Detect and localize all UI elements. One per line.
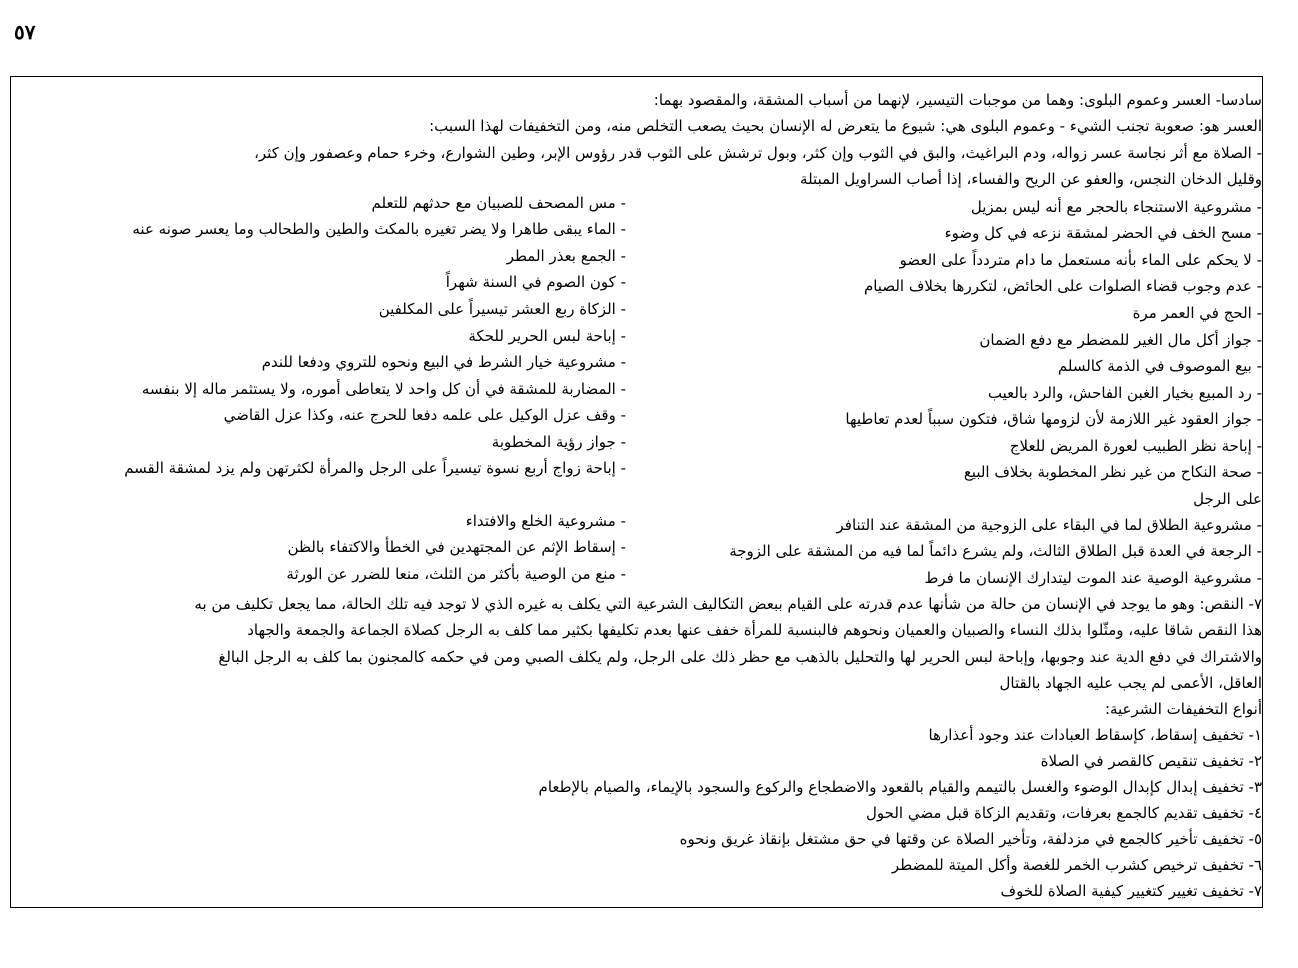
list-item-left: - مشروعية الخلع والافتداء (465, 512, 626, 530)
list-item-right: - الرجعة في العدة قبل الطلاق الثالث، ولم يشرع دائماً لما فيه من المشقة على الزوجة (729, 542, 1262, 560)
list-item-left: - الماء يبقى طاهرا ولا يضر تغيره بالمكث والطين والطحالب وما يعسر صونه عنه (132, 220, 626, 238)
list-item-right: - رد المبيع بخيار الغبن الفاحش، والرد بالعيب (987, 384, 1262, 402)
list-item-left: - كون الصوم في السنة شهراً (445, 273, 626, 291)
types-heading: أنواع التخفيفات الشرعية: (1104, 700, 1262, 718)
types-item: ٤- تخفيف تقديم كالجمع بعرفات، وتقديم الزكاة قبل مضي الحول (866, 804, 1262, 822)
list-item-right: - جواز أكل مال الغير للمضطر مع دفع الضمان (979, 331, 1262, 349)
list-item-right: - بيع الموصوف في الذمة كالسلم (1057, 357, 1262, 375)
list-item-left: - الجمع بعذر المطر (506, 247, 626, 265)
definitions-line: العسر هو: صعوبة تجنب الشيء - وعموم البلوى هي: شيوع ما يتعرض له الإنسان بحيث يصعب التخلص منه، ومن التخفيفات لهذا السبب: (429, 117, 1262, 135)
list-item-right: - مشروعية الوصية عند الموت ليتدارك الإنسان ما فرط (924, 569, 1262, 587)
list-item-left: - وقف عزل الوكيل على علمه دفعا للحرج عنه، وكذا عزل القاضي (223, 406, 626, 424)
section-heading: سادسا- العسر وعموم البلوى: وهما من موجبات التيسير، لإنهما من أسباب المشقة، والمقصود بهما: (653, 91, 1262, 109)
list-item-left: - مس المصحف للصبيان مع حدثهم للتعلم (371, 194, 626, 212)
types-item: ٦- تخفيف ترخيص كشرب الخمر للغصة وأكل الميتة للمضطر (891, 856, 1262, 874)
list-item-right: - الحج في العمر مرة (1132, 304, 1262, 322)
list-item-left: - إباحة زواج أربع نسوة تيسيراً على الرجل والمرأة لكثرتهن ولم يزد لمشقة القسم (124, 459, 626, 477)
list-item-right: - صحة النكاح من غير نظر المخطوبة بخلاف البيع (963, 463, 1262, 481)
list-item-right: - جواز العقود غير اللازمة لأن لزومها شاق، فتكون سبباً لعدم تعاطيها (845, 410, 1262, 428)
list-item-right: - مشروعية الاستنجاء بالحجر مع أنه ليس بمزيل (970, 198, 1262, 216)
list-item-right: - مسح الخف في الحضر لمشقة نزعه في كل وضوء (944, 224, 1262, 242)
page-number: ٥٧ (14, 22, 36, 44)
first-item-line-1: - الصلاة مع أثر نجاسة عسر زواله، ودم البراغيث، والبق في الثوب وإن كثر، وبول ترشش على الثوب قدر رؤوس الإبر، وطين الشوارع، وخرء حمام وعصفور وإن كثر، (254, 144, 1262, 162)
list-item-right: - عدم وجوب قضاء الصلوات على الحائض، لتكررها بخلاف الصيام (863, 277, 1262, 295)
types-item: ٢- تخفيف تنقيص كالقصر في الصلاة (1040, 752, 1262, 770)
types-item: ٣- تخفيف إبدال كإبدال الوضوء والغسل بالتيمم والقيام بالقعود والاضطجاع والركوع والسجود بالإيماء، والصيام بالإطعام (538, 778, 1262, 796)
naqs-paragraph-line-2: هذا النقص شاقا عليه، ومثّلوا بذلك النساء والصبيان والعميان ونحوهم فالبنسبة للمرأة خفف عنها بعدم تكليفها بكثير مما كلف به الرجل كصلاة الجماعة والجمعة والجهاد (247, 621, 1262, 639)
list-item-right: - إباحة نظر الطبيب لعورة المريض للعلاج (1009, 437, 1262, 455)
types-item: ٧- تخفيف تغيير كتغيير كيفية الصلاة للخوف (1000, 882, 1262, 900)
types-item: ٥- تخفيف تأخير كالجمع في مزدلفة، وتأخير الصلاة عن وقتها في حق مشتغل بإنقاذ غريق ونحوه (679, 830, 1262, 848)
types-item: ١- تخفيف إسقاط، كإسقاط العبادات عند وجود أعذارها (928, 726, 1262, 744)
list-item-right: - لا يحكم على الماء بأنه مستعمل ما دام متردداً على العضو (899, 251, 1262, 269)
first-item-line-2: وقليل الدخان النجس، والعفو عن الريح والفساء، إذا أصاب السراويل المبتلة (800, 170, 1262, 188)
list-item-left: - مشروعية خيار الشرط في البيع ونحوه للتروي ودفعا للندم (261, 353, 626, 371)
list-item-left: - منع من الوصية بأكثر من الثلث، منعا للضرر عن الورثة (286, 565, 626, 583)
list-item-left: - جواز رؤية المخطوبة (491, 433, 626, 451)
list-item-left: - إباحة لبس الحرير للحكة (468, 327, 626, 345)
list-item-right: - مشروعية الطلاق لما في البقاء على الزوجية من المشقة عند التنافر (836, 516, 1262, 534)
naqs-paragraph-line-1: ٧- النقص: وهو ما يوجد في الإنسان من حالة من شأنها عدم قدرته على القيام ببعض التكاليف الشرعية التي يكلف به غيره الذي لا توجد فيه تلك الحالة، مما يجعل تكليف من به (194, 595, 1262, 613)
list-item-left: - الزكاة ربع العشر تيسيراً على المكلفين (378, 300, 626, 318)
naqs-paragraph-line-4: العاقل، الأعمى لم يجب عليه الجهاد بالقتال (999, 674, 1262, 692)
list-item-left: - المضاربة للمشقة في أن كل واحد لا يتعاطى أموره، ولا يستثمر ماله إلا بنفسه (141, 380, 626, 398)
continuation-line: على الرجل (1193, 490, 1262, 508)
list-item-left: - إسقاط الإثم عن المجتهدين في الخطأ والاكتفاء بالظن (287, 538, 626, 556)
naqs-paragraph-line-3: والاشتراك في دفع الدية عند وجوبها، وإباحة لبس الحرير لها والتحليل بالذهب مع حظر ذلك على الرجل، ولم يكلف الصبي ومن في حكمه كالمجنون بما كلف به الرجل البالغ (218, 648, 1262, 666)
